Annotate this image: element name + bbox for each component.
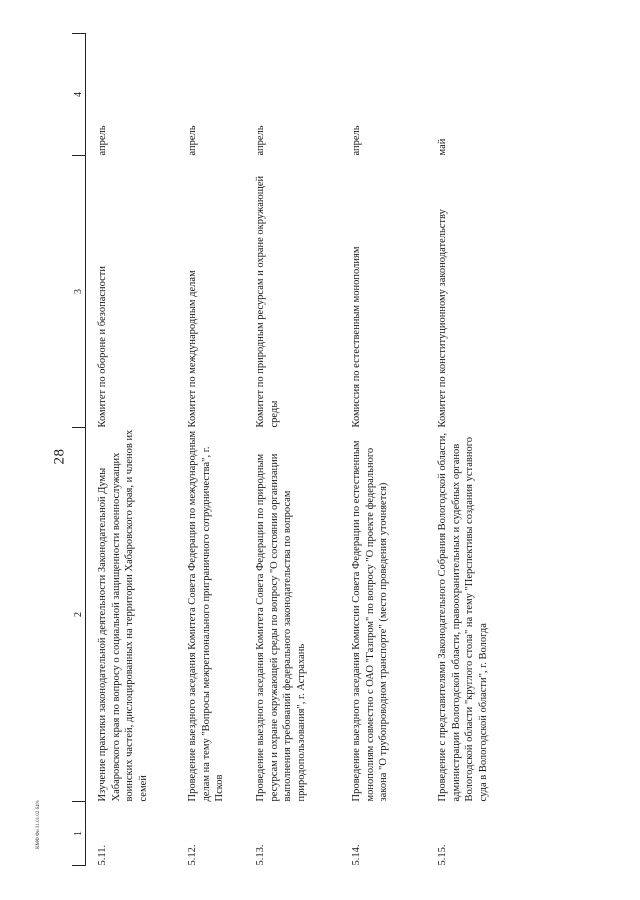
event-term: апрель — [187, 125, 198, 156]
responsible-body: Комитет по обороне и безопасности — [97, 265, 108, 428]
page-number: 28 — [51, 448, 68, 465]
row-number: 5.13. — [255, 844, 266, 866]
event-term: апрель — [97, 125, 108, 156]
column-header-3: 3 — [72, 156, 86, 428]
event-description: Изучение практики законодательной деятельности Законодательной Думы Хабаровского края по вопросу о социальной защищенности военнослужащих воинских частей, дислоцированных на территории Хабаровского края, и членов их семей — [97, 429, 149, 802]
table-row — [424, 34, 510, 866]
event-description: Проведение выездного заседания Комиссии Совета Федерации по естественным монополиям совместно с ОАО "Газпром" по вопросу "О проекте федерального закона "О трубопроводном транспорте" (место проведения уточняется) — [351, 440, 390, 802]
column-header-4: 4 — [72, 34, 86, 156]
event-term: апрель — [351, 125, 362, 156]
event-term: май — [437, 138, 448, 156]
column-header-1: 1 — [72, 802, 86, 866]
column-header-2: 2 — [72, 428, 86, 802]
table-row — [242, 34, 338, 866]
table-header-row — [72, 34, 86, 866]
row-number: 5.14. — [351, 844, 362, 866]
event-description: Проведение с представителями Законодательного Собрания Вологодской области, администрации Вологодской области, правоохранительных и судебных органов Вологодской области "круглого стола" на тему "Перспективы создания уставного суда в Вологодской области", г. Вологда — [437, 432, 489, 802]
row-number: 5.11. — [97, 844, 108, 866]
rotated-table-container — [72, 34, 512, 866]
event-description: Проведение выездного заседания Комитета Совета Федерации по международным делам на тему "Вопросы межрегионального приграничного сотрудничества", г. Псков — [187, 430, 226, 802]
plan-table — [72, 33, 510, 866]
table-row — [170, 34, 242, 866]
responsible-body: Комиссия по естественным монополиям — [351, 246, 362, 428]
table-row — [86, 34, 171, 866]
print-code: КМФ Фи 31.01.02 64% — [35, 800, 41, 849]
responsible-body: Комитет по конституционному законодательству — [437, 209, 448, 428]
row-number: 5.12. — [187, 844, 198, 866]
event-term: апрель — [255, 125, 266, 156]
responsible-body: Комитет по международным делам — [187, 270, 198, 428]
row-number: 5.15. — [437, 844, 448, 866]
responsible-body: Комитет по природным ресурсам и охране окружающей среды — [255, 175, 280, 428]
table-row — [338, 34, 424, 866]
event-description: Проведение выездного заседания Комитета Совета Федерации по природным ресурсам и охране окружающей среды по вопросу "О состоянии организации выполнения требований федерального законодательства по вопросам природопользования", г. Астрахань — [255, 453, 307, 802]
